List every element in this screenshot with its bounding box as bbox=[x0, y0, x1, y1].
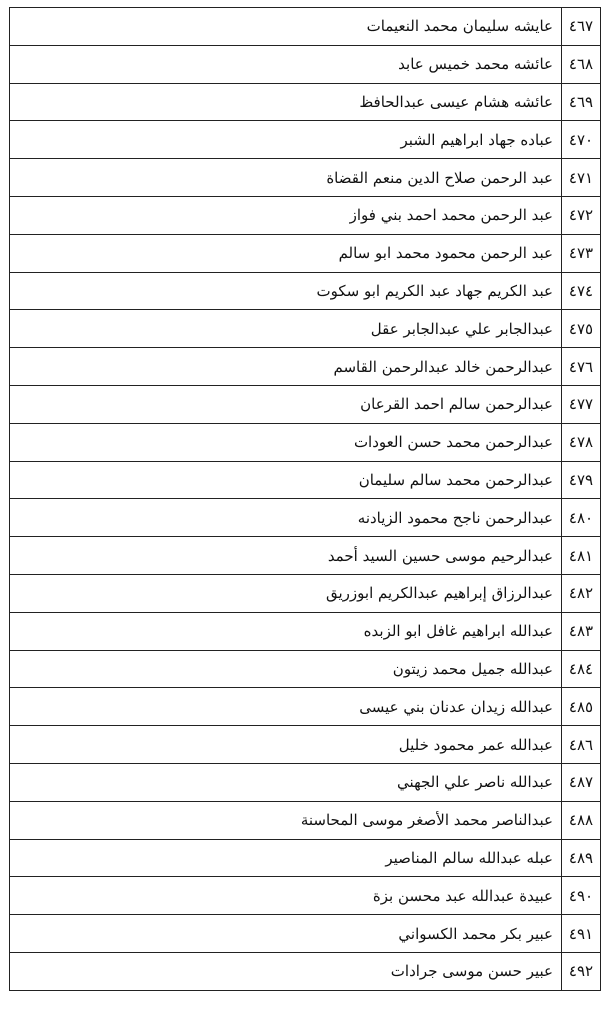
row-number: ٤٧٤ bbox=[562, 272, 601, 310]
person-name: عائشه هشام عيسى عبدالحافظ bbox=[10, 83, 562, 121]
row-number: ٤٧٩ bbox=[562, 461, 601, 499]
row-number: ٤٨٩ bbox=[562, 839, 601, 877]
person-name: عبد الرحمن محمد احمد بني فواز bbox=[10, 196, 562, 234]
person-name: عبد الكريم جهاد عبد الكريم ابو سكوت bbox=[10, 272, 562, 310]
person-name: عائشه محمد خميس عابد bbox=[10, 45, 562, 83]
table-row bbox=[10, 45, 601, 83]
row-number: ٤٩١ bbox=[562, 915, 601, 953]
row-number: ٤٨٣ bbox=[562, 612, 601, 650]
row-number: ٤٦٩ bbox=[562, 83, 601, 121]
table-row bbox=[10, 763, 601, 801]
person-name: عبدالرحمن محمد حسن العودات bbox=[10, 423, 562, 461]
table-row bbox=[10, 83, 601, 121]
row-number: ٤٨٤ bbox=[562, 650, 601, 688]
row-number: ٤٩٠ bbox=[562, 877, 601, 915]
table-row bbox=[10, 877, 601, 915]
person-name: عبير حسن موسى جرادات bbox=[10, 952, 562, 990]
table-row bbox=[10, 423, 601, 461]
person-name: عبدالله ابراهيم غافل ابو الزبده bbox=[10, 612, 562, 650]
person-name: عبدالله ناصر علي الجهني bbox=[10, 763, 562, 801]
person-name: عايشه سليمان محمد النعيمات bbox=[10, 8, 562, 46]
names-table-body bbox=[10, 8, 601, 991]
table-row bbox=[10, 234, 601, 272]
row-number: ٤٨٠ bbox=[562, 499, 601, 537]
table-row bbox=[10, 348, 601, 386]
table-row bbox=[10, 385, 601, 423]
person-name: عبيدة عبدالله عبد محسن بزة bbox=[10, 877, 562, 915]
person-name: عبدالله زيدان عدنان بني عيسى bbox=[10, 688, 562, 726]
row-number: ٤٨١ bbox=[562, 537, 601, 575]
person-name: عبد الرحمن صلاح الدين منعم القضاة bbox=[10, 159, 562, 197]
row-number: ٤٨٧ bbox=[562, 763, 601, 801]
person-name: عبدالله عمر محمود خليل bbox=[10, 726, 562, 764]
person-name: عبدالناصر محمد الأصغر موسى المحاسنة bbox=[10, 801, 562, 839]
table-row bbox=[10, 915, 601, 953]
table-row bbox=[10, 499, 601, 537]
row-number: ٤٨٥ bbox=[562, 688, 601, 726]
table-row bbox=[10, 461, 601, 499]
row-number: ٤٨٢ bbox=[562, 574, 601, 612]
row-number: ٤٦٧ bbox=[562, 8, 601, 46]
table-row bbox=[10, 310, 601, 348]
table-row bbox=[10, 159, 601, 197]
table-row bbox=[10, 8, 601, 46]
person-name: عبدالرحيم موسى حسين السيد أحمد bbox=[10, 537, 562, 575]
row-number: ٤٧٢ bbox=[562, 196, 601, 234]
person-name: عبدالله جميل محمد زيتون bbox=[10, 650, 562, 688]
person-name: عبدالرحمن ناجح محمود الزيادنه bbox=[10, 499, 562, 537]
table-row bbox=[10, 612, 601, 650]
table-row bbox=[10, 801, 601, 839]
row-number: ٤٦٨ bbox=[562, 45, 601, 83]
table-row bbox=[10, 688, 601, 726]
person-name: عبدالجابر علي عبدالجابر عقل bbox=[10, 310, 562, 348]
person-name: عبله عبدالله سالم المناصير bbox=[10, 839, 562, 877]
names-table-container bbox=[9, 7, 601, 991]
row-number: ٤٧٠ bbox=[562, 121, 601, 159]
person-name: عبدالرحمن سالم احمد القرعان bbox=[10, 385, 562, 423]
table-row bbox=[10, 574, 601, 612]
table-row bbox=[10, 726, 601, 764]
row-number: ٤٧٣ bbox=[562, 234, 601, 272]
person-name: عبدالرحمن خالد عبدالرحمن القاسم bbox=[10, 348, 562, 386]
table-row bbox=[10, 952, 601, 990]
table-row bbox=[10, 121, 601, 159]
person-name: عبد الرحمن محمود محمد ابو سالم bbox=[10, 234, 562, 272]
table-row bbox=[10, 650, 601, 688]
person-name: عبدالرزاق إبراهيم عبدالكريم ابوزريق bbox=[10, 574, 562, 612]
person-name: عباده جهاد ابراهيم الشبر bbox=[10, 121, 562, 159]
table-row bbox=[10, 537, 601, 575]
table-row bbox=[10, 839, 601, 877]
names-table bbox=[9, 7, 601, 991]
row-number: ٤٧١ bbox=[562, 159, 601, 197]
row-number: ٤٩٢ bbox=[562, 952, 601, 990]
row-number: ٤٨٨ bbox=[562, 801, 601, 839]
table-row bbox=[10, 196, 601, 234]
row-number: ٤٨٦ bbox=[562, 726, 601, 764]
row-number: ٤٧٦ bbox=[562, 348, 601, 386]
row-number: ٤٧٥ bbox=[562, 310, 601, 348]
table-row bbox=[10, 272, 601, 310]
row-number: ٤٧٧ bbox=[562, 385, 601, 423]
row-number: ٤٧٨ bbox=[562, 423, 601, 461]
person-name: عبير بكر محمد الكسواني bbox=[10, 915, 562, 953]
person-name: عبدالرحمن محمد سالم سليمان bbox=[10, 461, 562, 499]
